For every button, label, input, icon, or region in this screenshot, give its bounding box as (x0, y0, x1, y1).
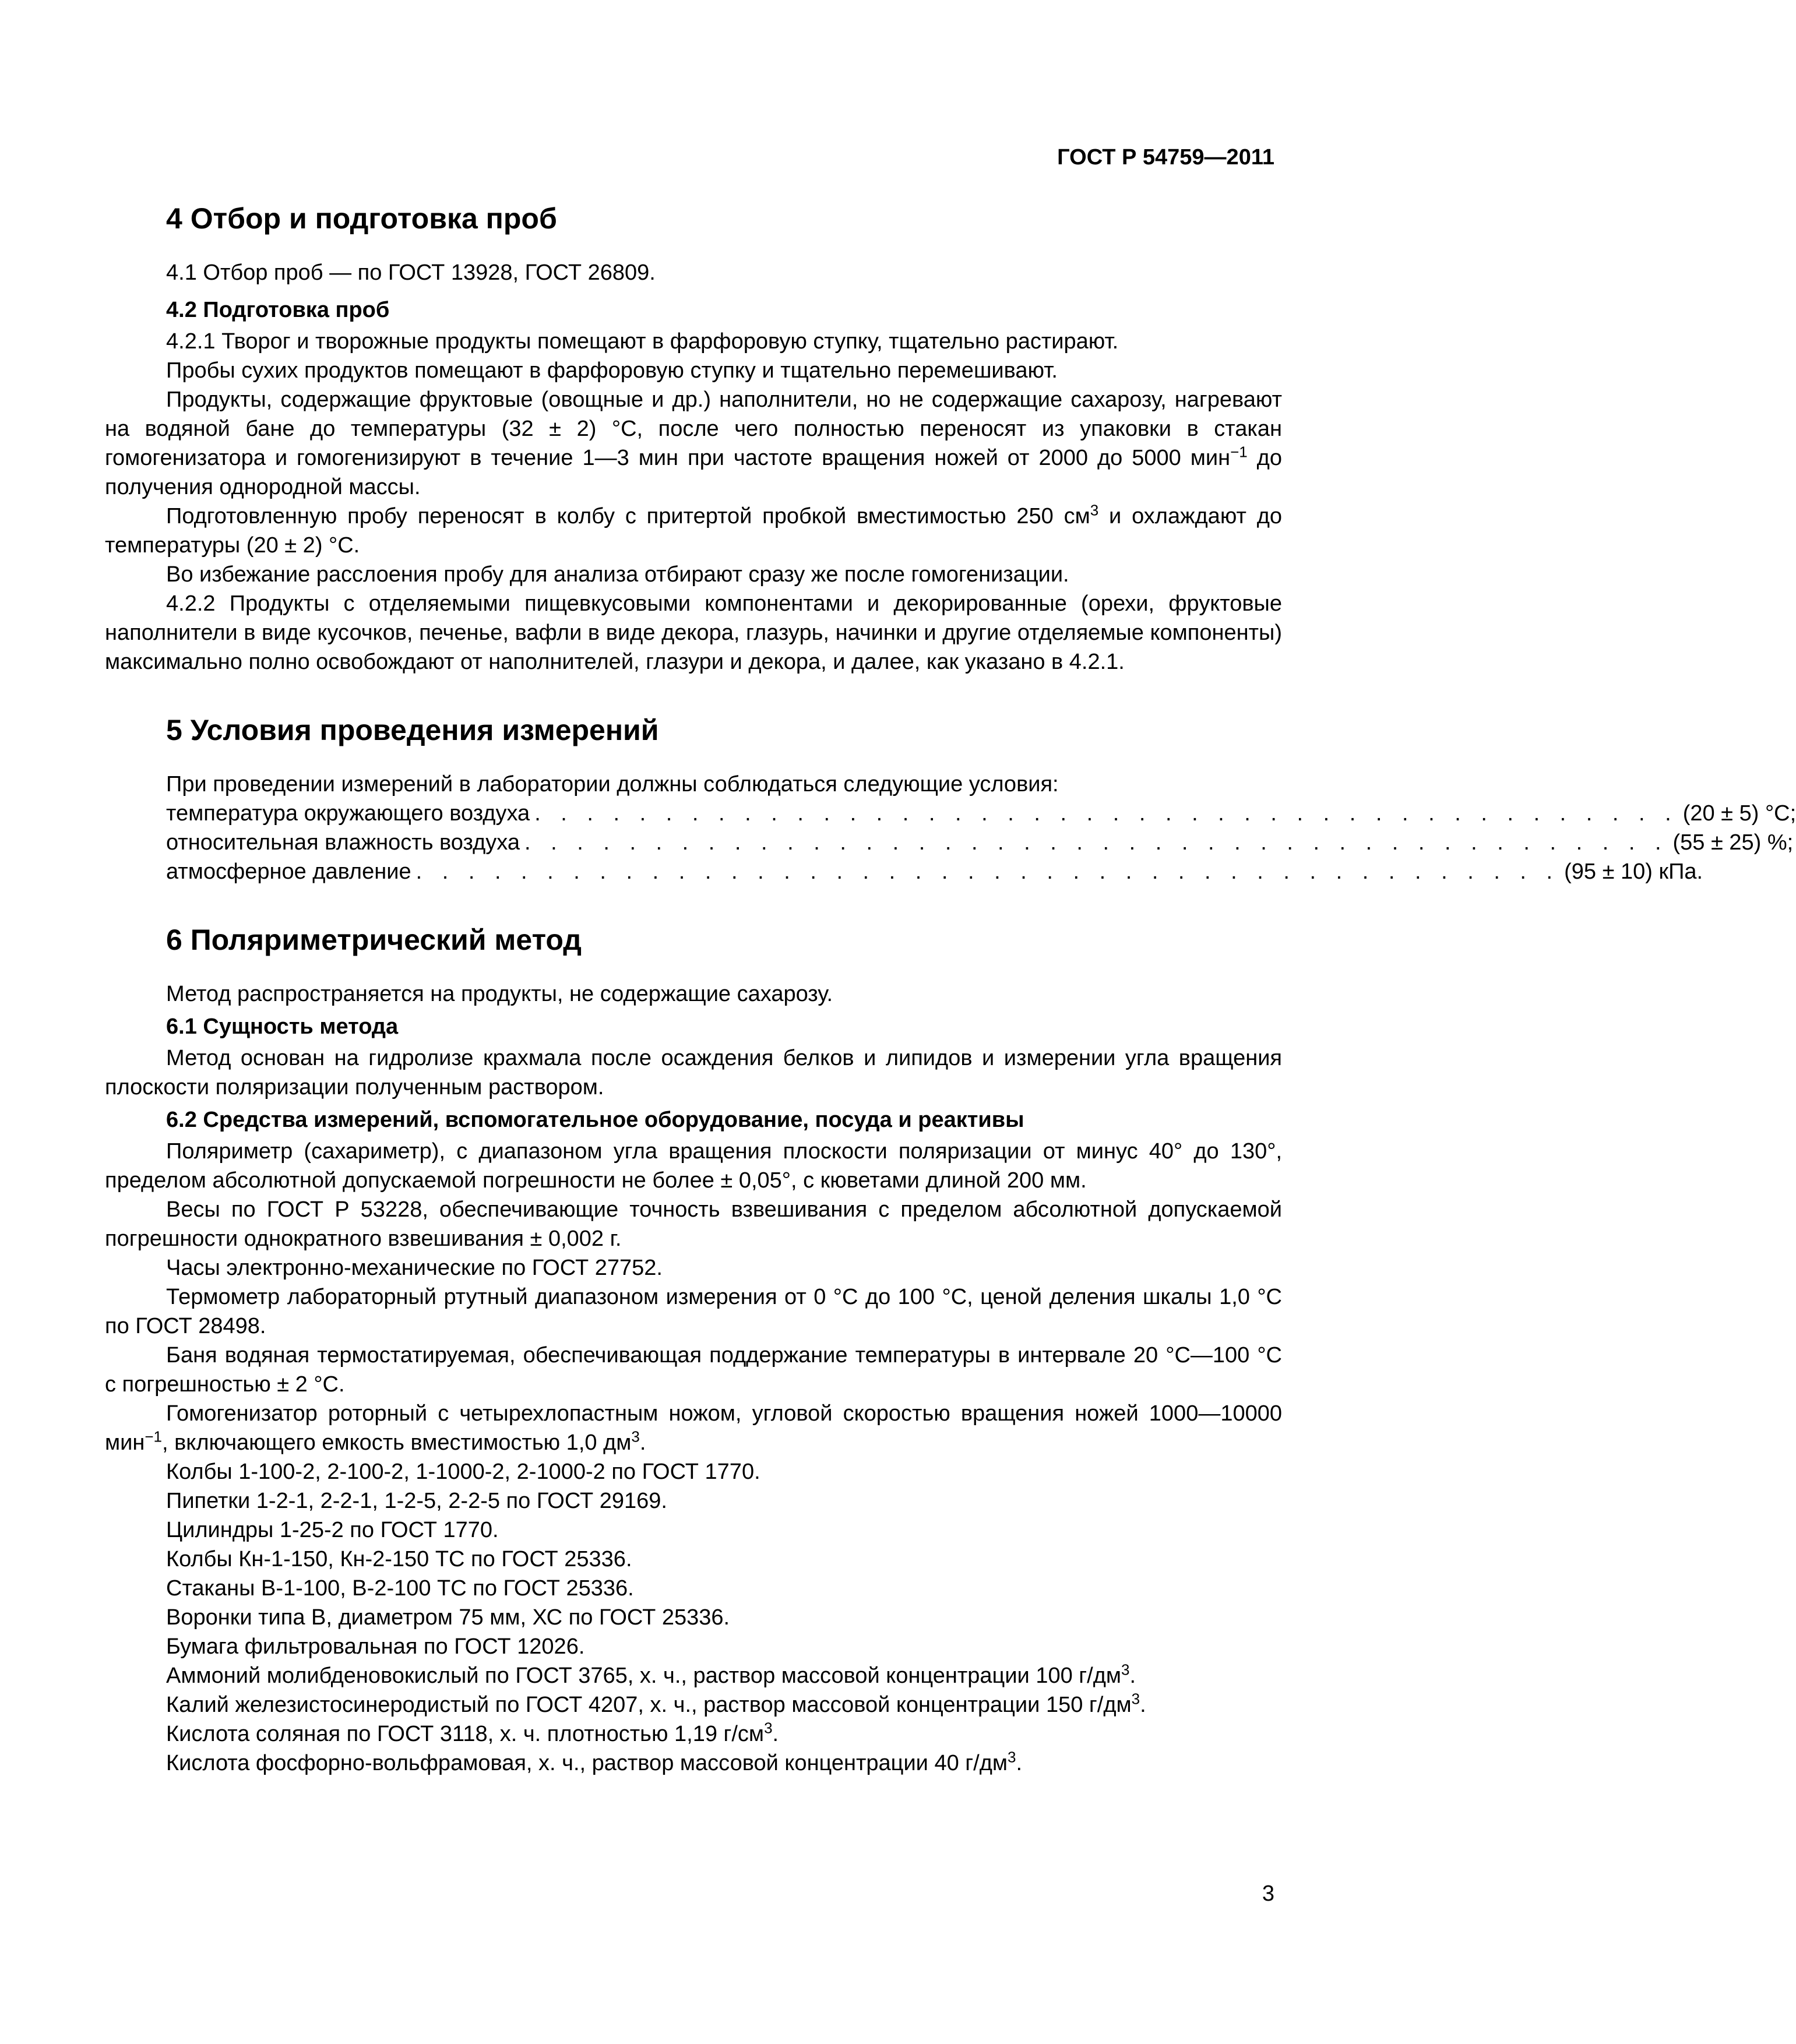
equipment-item: Пипетки 1-2-1, 2-2-1, 1-2-5, 2-2-5 по ГОСТ 29169. (166, 1489, 667, 1513)
leader-dots: . . . . . . . . . . . . . . . . . . . . . . . . . . . . . . . . . . . . . . . . . . . . (415, 859, 1560, 884)
equipment-item: Цилиндры 1-25-2 по ГОСТ 1770. (166, 1518, 499, 1542)
section-5-title: 5 Условия проведения измерений (166, 714, 659, 746)
condition-label: атмосферное давление (166, 859, 411, 884)
para-6-2-e: Баня водяная термостатируемая, обеспечивающая поддержание температуры в интервале 20 °С—100 °С с погрешностью ± 2 °С. (105, 1343, 1282, 1397)
subsection-4-2-title: 4.2 Подготовка проб (166, 298, 390, 322)
condition-row (166, 799, 1796, 828)
section-5 (105, 713, 1796, 886)
para-4-2-1-e: Во избежание расслоения пробу для анализа отбирают сразу же после гомогенизации. (166, 562, 1069, 587)
reagent-item: Аммоний молибденовокислый по ГОСТ 3765, х. ч., раствор массовой концентрации 100 $г/дм^3$. (166, 1661, 1136, 1688)
section-4-title: 4 Отбор и подготовка проб (166, 202, 557, 235)
section-6 (105, 922, 1282, 1778)
reagent-item: Кислота фосфорно-вольфрамовая, х. ч., раствор массовой концентрации 40 $г/дм^3$. (166, 1748, 1023, 1775)
para-6-2-f: Гомогенизатор роторный с четырехлопастным ножом, угловой скоростью вращения ножей 1000—10000 мин$^{-1}$, включающего емкость вместимостью 1,0 $дм^3$. (105, 1401, 1282, 1455)
para-5-intro: При проведении измерений в лаборатории должны соблюдаться следующие условия: (166, 772, 1059, 797)
section-6-title: 6 Поляриметрический метод (166, 924, 582, 956)
condition-label: относительная влажность воздуха (166, 830, 520, 855)
para-6-2-d: Термометр лабораторный ртутный диапазоном измерения от 0 °С до 100 °С, ценой деления шкалы 1,0 °С по ГОСТ 28498. (105, 1285, 1282, 1338)
condition-value: (55 ± 25) %; (1672, 830, 1794, 855)
para-4-2-1-c: Продукты, содержащие фруктовые (овощные и др.) наполнители, но не содержащие сахарозу, нагревают на водяной бане до температуры (32 ± 2) °С, после чего полностью переносят из упаковки в стакан гомогенизатора и гомогенизируют в течение 1—3 мин при частоте вращения ножей от 2000 до 5000 мин$^{-1}$ до получения однородной массы. (105, 387, 1282, 499)
equipment-item: Воронки типа В, диаметром 75 мм, ХС по ГОСТ 25336. (166, 1605, 730, 1630)
para-4-2-2: 4.2.2 Продукты с отделяемыми пищевкусовыми компонентами и декорированные (орехи, фруктовые наполнители в виде кусочков, печенье, вафли в виде декора, глазурь, начинки и другие отделяемые компоненты) максимально полно освобождают от наполнителей, глазури и декора, и далее, как указано в 4.2.1. (105, 591, 1282, 674)
para-6-1: Метод основан на гидролизе крахмала после осаждения белков и липидов и измерении угла вращения плоскости поляризации полученным раствором. (105, 1046, 1282, 1099)
condition-row (166, 857, 1703, 886)
equipment-item: Колбы 1-100-2, 2-100-2, 1-1000-2, 2-1000-2 по ГОСТ 1770. (166, 1460, 760, 1484)
equipment-item: Колбы Кн-1-150, Кн-2-150 ТС по ГОСТ 25336. (166, 1547, 632, 1571)
equipment-item: Стаканы В-1-100, В-2-100 ТС по ГОСТ 25336. (166, 1576, 634, 1601)
condition-value: (20 ± 5) °С; (1682, 801, 1796, 826)
leader-dots: . . . . . . . . . . . . . . . . . . . . . . . . . . . . . . . . . . . . . . . . . . . . (534, 801, 1678, 826)
page-number: 3 (1262, 1881, 1274, 1906)
para-6-intro: Метод распространяется на продукты, не содержащие сахарозу. (166, 982, 833, 1006)
para-4-2-1-a: 4.2.1 Творог и творожные продукты помещают в фарфоровую ступку, тщательно растирают. (166, 329, 1119, 354)
subsection-6-2-title: 6.2 Средства измерений, вспомогательное оборудование, посуда и реактивы (166, 1108, 1024, 1132)
para-4-1: 4.1 Отбор проб — по ГОСТ 13928, ГОСТ 26809. (166, 260, 656, 285)
document-code: ГОСТ Р 54759—2011 (1057, 145, 1274, 170)
leader-dots: . . . . . . . . . . . . . . . . . . . . . . . . . . . . . . . . . . . . . . . . . . . . (524, 830, 1668, 855)
para-4-2-1-d: Подготовленную пробу переносят в колбу с притертой пробкой вместимостью 250 $см^3$ и охлаждают до температуры (20 ± 2) °С. (105, 501, 1283, 558)
para-6-2-a: Поляриметр (сахариметр), с диапазоном угла вращения плоскости поляризации от минус 40° до 130°, пределом абсолютной допускаемой погрешности не более ± 0,05°, с кюветами длиной 200 мм. (105, 1139, 1282, 1193)
para-6-2-c: Часы электронно-механические по ГОСТ 27752. (166, 1256, 663, 1280)
condition-label: температура окружающего воздуха (166, 801, 530, 826)
reagent-item: Кислота соляная по ГОСТ 3118, х. ч. плотностью 1,19 $г/см^3$. (166, 1719, 779, 1746)
equipment-item: Бумага фильтровальная по ГОСТ 12026. (166, 1634, 585, 1659)
condition-row (166, 828, 1794, 857)
section-4 (105, 201, 1282, 676)
para-4-2-1-b: Пробы сухих продуктов помещают в фарфоровую ступку и тщательно перемешивают. (166, 358, 1058, 383)
subsection-6-1-title: 6.1 Сущность метода (166, 1014, 399, 1039)
page-content (105, 201, 1796, 1778)
condition-value: (95 ± 10) кПа. (1564, 859, 1703, 884)
para-6-2-b: Весы по ГОСТ Р 53228, обеспечивающие точность взвешивания с пределом абсолютной допускаемой погрешности однократного взвешивания ± 0,002 г. (105, 1197, 1282, 1251)
reagent-item: Калий железистосинеродистый по ГОСТ 4207, х. ч., раствор массовой концентрации 150 $г/дм^3$. (166, 1690, 1146, 1717)
